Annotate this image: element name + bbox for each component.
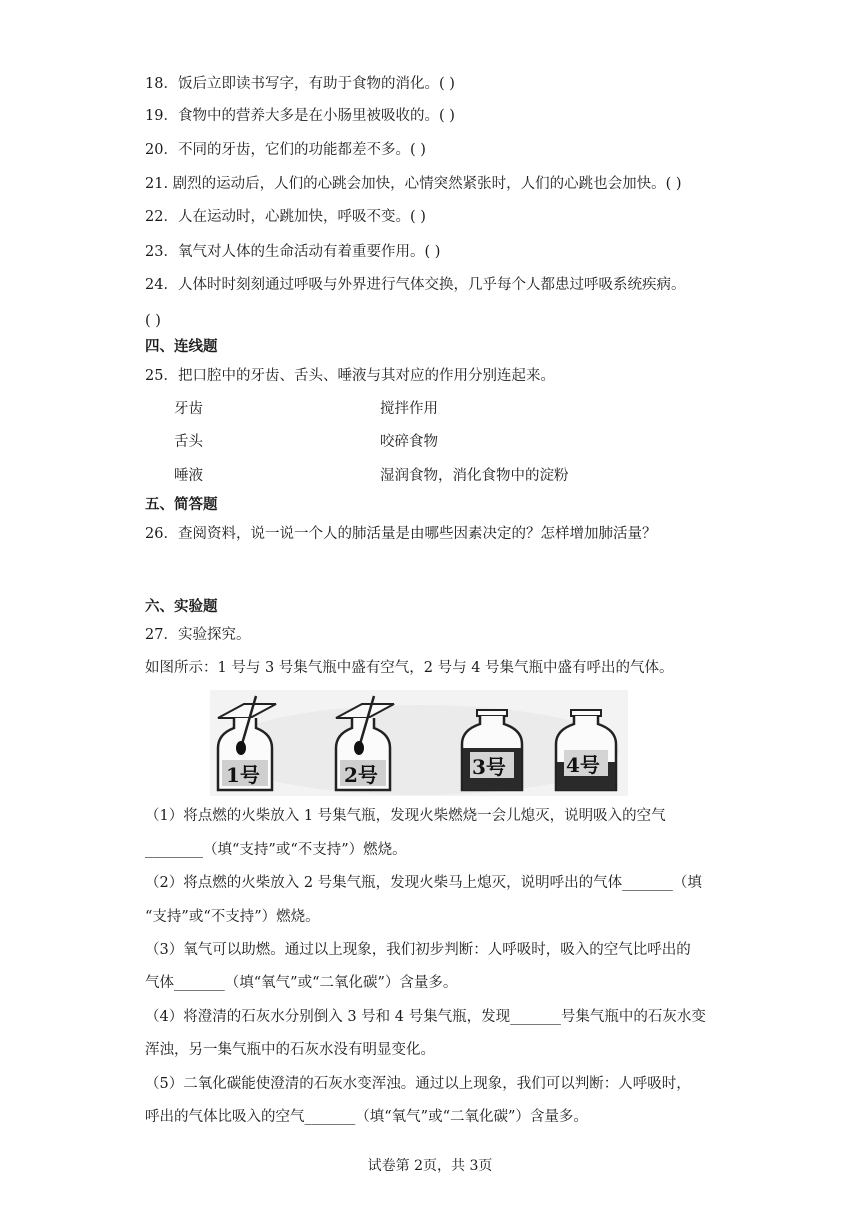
experiment-q1-line2: ________（填“支持”或“不支持”）燃烧。 xyxy=(145,842,407,858)
experiment-q3-line1: （3）氧气可以助燃。通过以上现象，我们初步判断：人呼吸时，吸入的空气比呼出的 xyxy=(145,942,691,958)
match-left-saliva: 唾液 xyxy=(174,468,203,484)
jar-3-label: 3号 xyxy=(472,755,506,779)
experiment-q5-line2: 呼出的气体比吸入的空气_______（填“氧气”或“二氧化碳”）含量多。 xyxy=(145,1109,588,1125)
jar-1-label: 1号 xyxy=(226,763,260,787)
jar-4-label: 4号 xyxy=(566,753,600,777)
experiment-q3-line2: 气体_______（填“氧气”或“二氧化碳”）含量多。 xyxy=(145,975,458,991)
question-25: 25．把口腔中的牙齿、舌头、唾液与其对应的作用分别连起来。 xyxy=(145,368,555,384)
question-24-answer-blank: ( ) xyxy=(145,313,161,329)
experiment-q2-line2: “支持”或“不支持”）燃烧。 xyxy=(145,909,320,925)
question-22: 22．人在运动时，心跳加快，呼吸不变。( ) xyxy=(145,209,426,225)
section-heading-experiment: 六、实验题 xyxy=(145,599,218,615)
match-right-stir: 搅拌作用 xyxy=(380,401,438,417)
section-heading-matching: 四、连线题 xyxy=(145,339,218,355)
gas-jars-figure xyxy=(210,690,628,796)
jar-2-label: 2号 xyxy=(344,763,378,787)
question-19: 19．食物中的营养大多是在小肠里被吸收的。( ) xyxy=(145,108,455,124)
experiment-q5-line1: （5）二氧化碳能使澄清的石灰水变浑浊。通过以上现象，我们可以判断：人呼吸时， xyxy=(145,1076,691,1092)
experiment-q4-line2: 浑浊，另一集气瓶中的石灰水没有明显变化。 xyxy=(145,1042,435,1058)
experiment-q1-line1: （1）将点燃的火柴放入 1 号集气瓶，发现火柴燃烧一会儿熄灭，说明吸入的空气 xyxy=(145,808,666,824)
match-right-crush: 咬碎食物 xyxy=(380,434,438,450)
question-21: 21. 剧烈的运动后，人们的心跳会加快，心情突然紧张时，人们的心跳也会加快。( ) xyxy=(145,176,682,192)
section-heading-short-answer: 五、简答题 xyxy=(145,497,218,513)
match-right-moisten: 湿润食物，消化食物中的淀粉 xyxy=(380,468,569,484)
question-26: 26．查阅资料，说一说一个人的肺活量是由哪些因素决定的？怎样增加肺活量？ xyxy=(145,526,657,542)
experiment-intro: 如图所示：1 号与 3 号集气瓶中盛有空气，2 号与 4 号集气瓶中盛有呼出的气体。 xyxy=(145,660,674,676)
question-20: 20．不同的牙齿，它们的功能都差不多。( ) xyxy=(145,142,426,158)
experiment-q2-line1: （2）将点燃的火柴放入 2 号集气瓶，发现火柴马上熄灭，说明呼出的气体_______（填 xyxy=(145,875,702,891)
page-footer: 试卷第 2页，共 3页 xyxy=(367,1158,493,1174)
question-24: 24．人体时时刻刻通过呼吸与外界进行气体交换，几乎每个人都患过呼吸系统疾病。 xyxy=(145,277,686,293)
question-18: 18．饭后立即读书写字，有助于食物的消化。( ) xyxy=(145,76,455,92)
question-27: 27．实验探究。 xyxy=(145,627,251,643)
experiment-q4-line1: （4）将澄清的石灰水分别倒入 3 号和 4 号集气瓶，发现_______号集气瓶中的石灰水变 xyxy=(145,1009,706,1025)
match-left-tongue: 舌头 xyxy=(174,434,203,450)
question-23: 23．氧气对人体的生命活动有着重要作用。( ) xyxy=(145,244,441,260)
match-left-teeth: 牙齿 xyxy=(174,401,203,417)
